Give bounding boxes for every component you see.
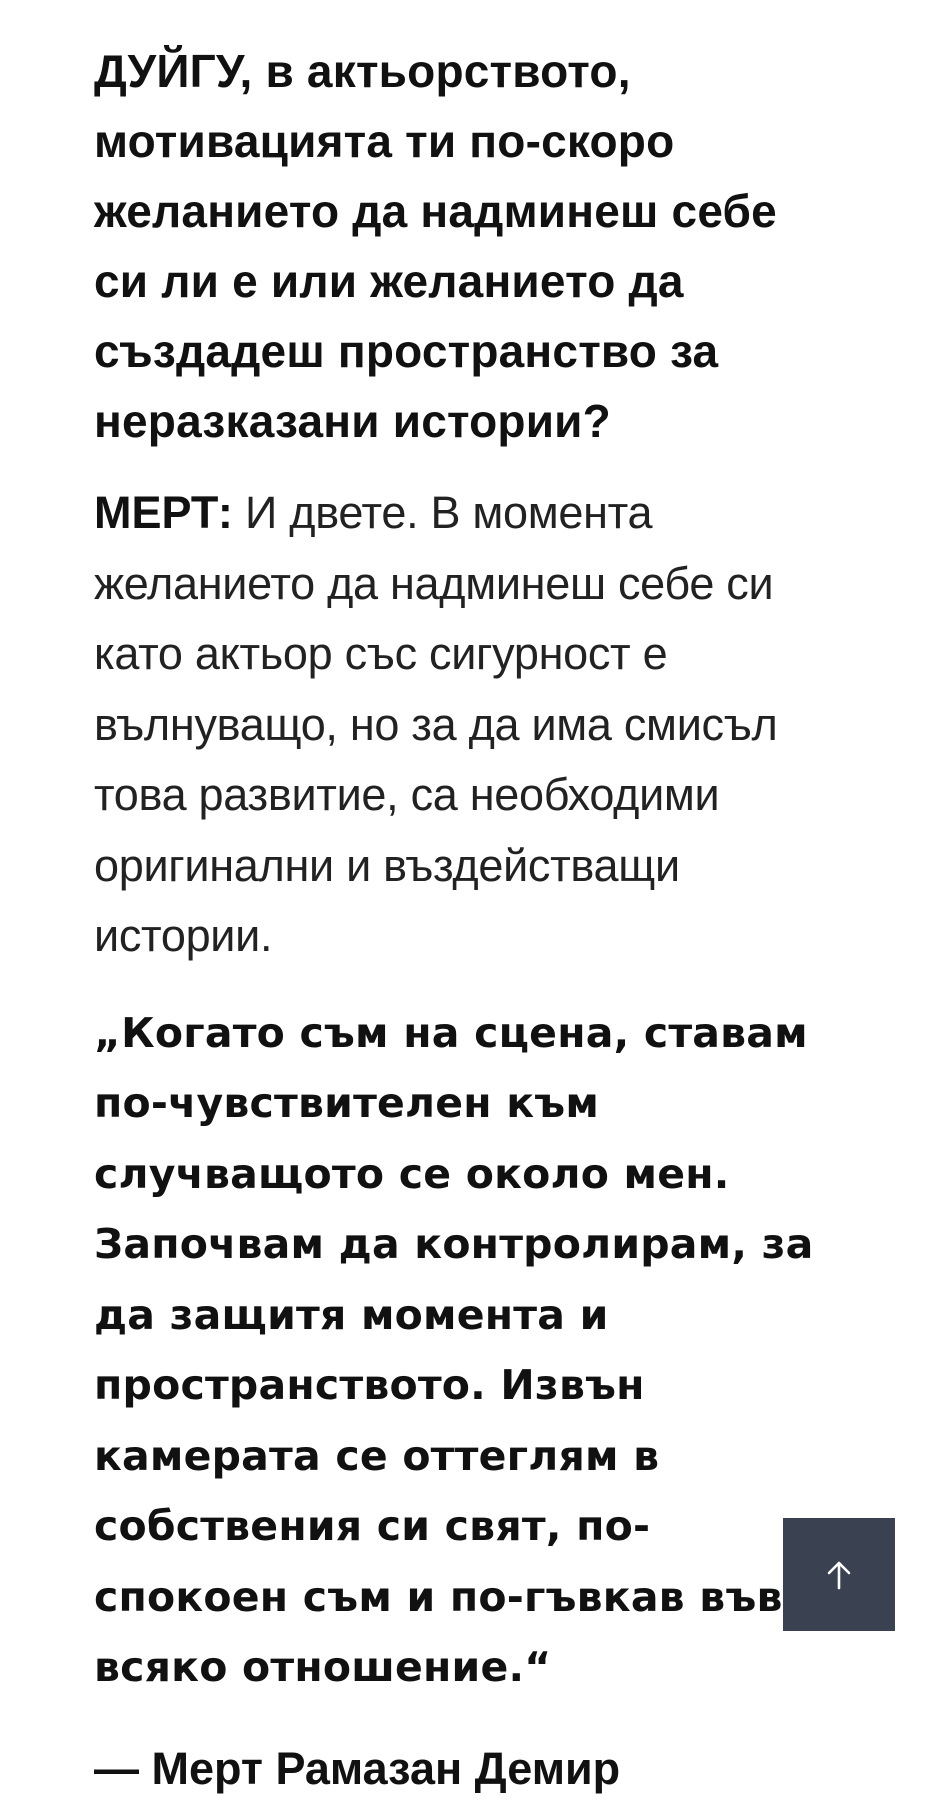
interview-question: ДУЙГУ, в актьорството, мотивацията ти по-скоро желанието да надминеш себе си ли е или желанието да създадеш пространство за неразказани истории?: [94, 45, 777, 447]
answer-speaker: МЕРТ:: [94, 487, 233, 538]
article-body: [94, 36, 814, 1799]
back-to-top-button[interactable]: [783, 1518, 895, 1631]
pull-quote: „Когато съм на сцена, ставам по-чувствителен към случващото се около мен. Започвам да контролирам, за да защитя момента и пространството. Извън камерата се оттеглям в собствения си свят, по-спокоен съм и по-гъвкав във всяко отношение.“: [94, 1008, 814, 1691]
quote-attribution: — Мерт Рамазан Демир: [94, 1742, 621, 1794]
arrow-up-icon: [822, 1558, 856, 1592]
answer-text: И двете. В момента желанието да надминеш себе си като актьор със сигурност е вълнуващо, но за да има смисъл това развитие, са необходими оригинални и въздействащи истории.: [94, 487, 778, 961]
interview-answer: [94, 478, 814, 972]
